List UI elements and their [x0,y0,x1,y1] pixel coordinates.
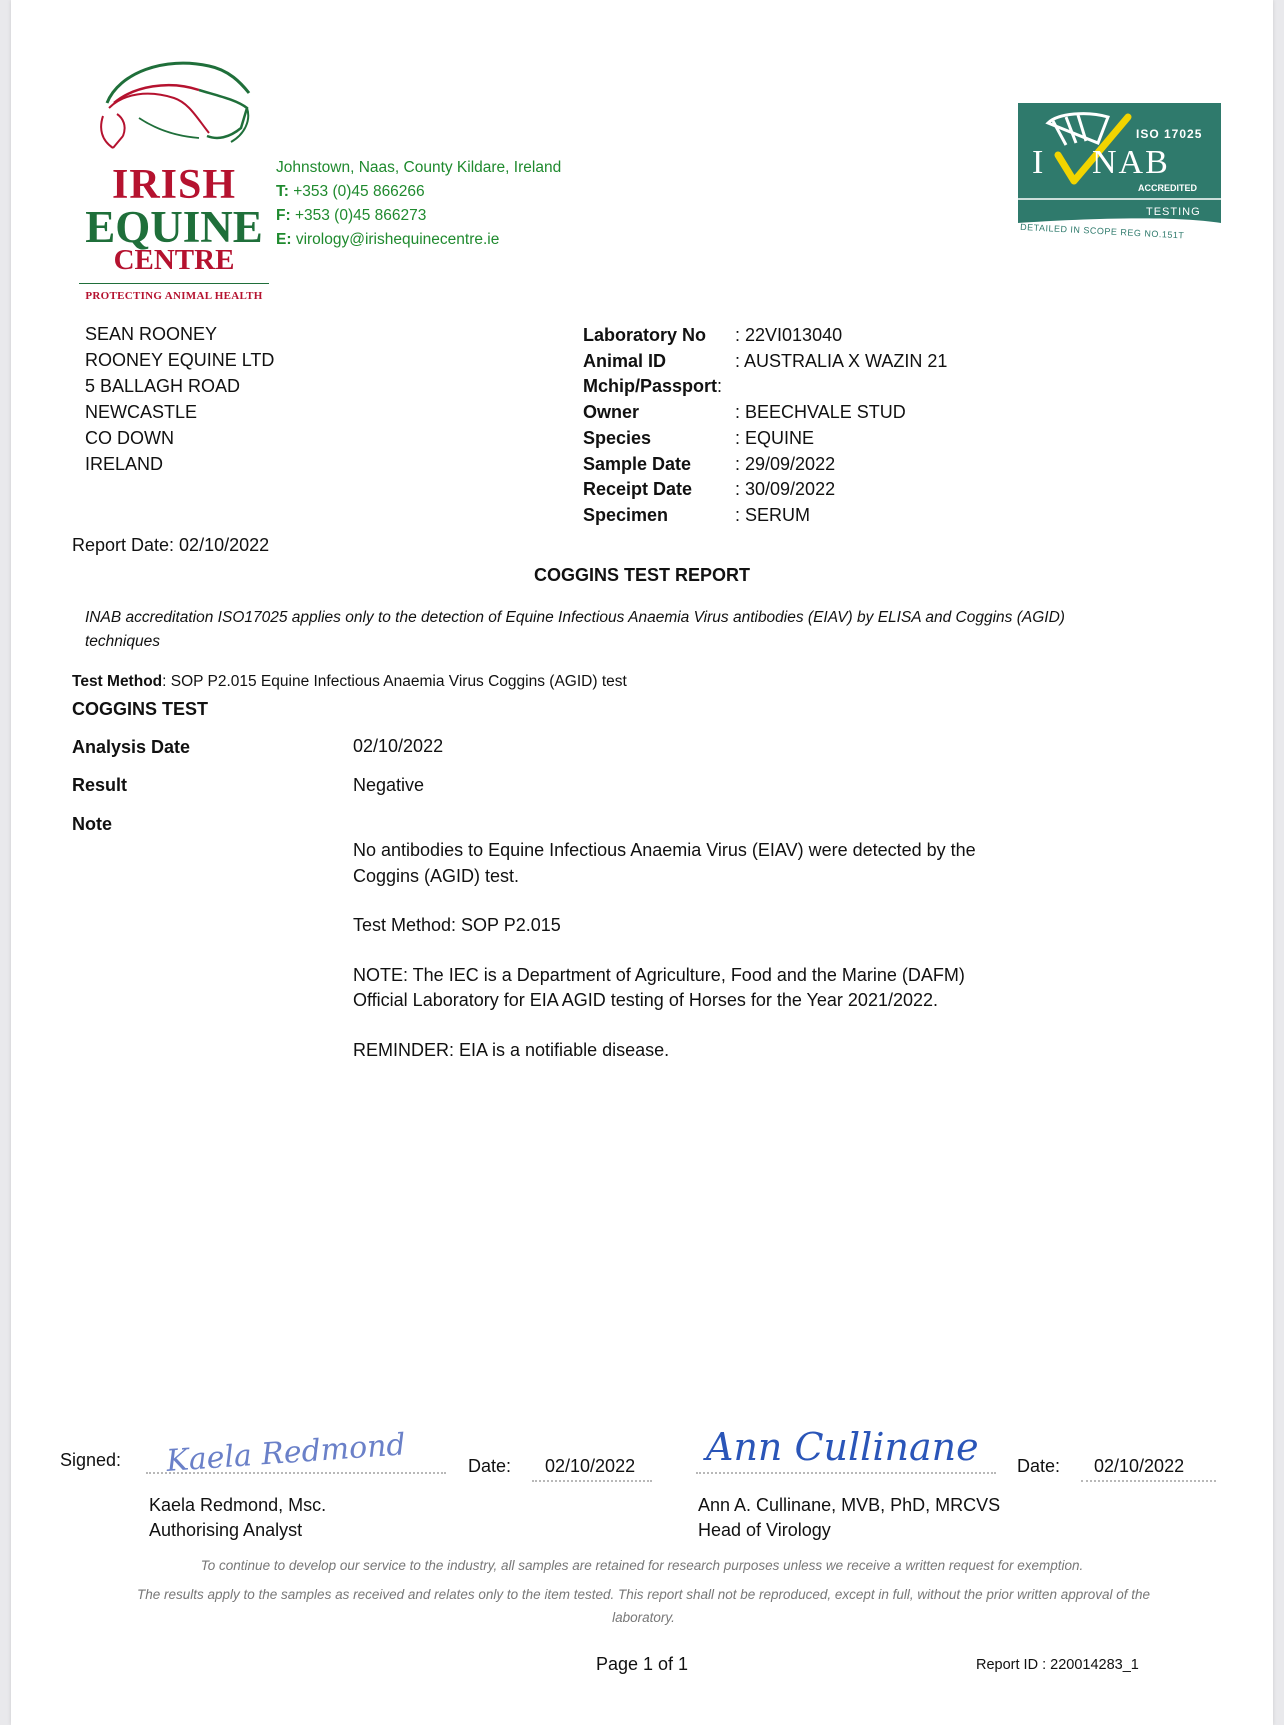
lab-phone: T: +353 (0)45 866266 [276,183,425,200]
head-name: Ann A. Cullinane, MVB, PhD, MRCVS [698,1495,1001,1515]
address-line: NEWCASTLE [85,402,198,422]
address-line: IRELAND [85,454,164,474]
report-title: COGGINS TEST REPORT [533,565,751,585]
irish-equine-centre-logo [79,58,279,304]
analysis-date-value: 02/10/2022 [353,736,444,756]
logo-word-irish: IRISH [111,162,237,208]
analyst-date: 02/10/2022 [545,1456,636,1476]
report-date: Report Date: 02/10/2022 [72,535,270,555]
note-paragraph: No antibodies to Equine Infectious Anaemia Virus (EIAV) were detected by the Coggins (AGID) test. [353,840,976,886]
address-line: 5 BALLAGH ROAD [85,376,241,396]
head-date-line [1081,1480,1216,1482]
report-id: Report ID : 220014283_1 [976,1657,1139,1673]
inab-standard-text: ISO 17025 [1136,127,1203,141]
info-row-mchip-passport: Mchip/Passport : [583,376,723,397]
head-signature [696,1408,996,1478]
address-line: CO DOWN [85,428,174,448]
svg-text:I: I [1032,144,1044,181]
report-page [11,0,1273,1725]
horse-logo-icon [79,58,269,168]
info-row-owner: Owner : BEECHVALE STUD [583,402,906,423]
inab-accreditation-badge [1018,103,1221,239]
lab-address: Johnstown, Naas, County Kildare, Ireland [276,159,562,176]
head-date-label: Date: [1017,1456,1061,1476]
lab-fax: F: +353 (0)45 866273 [276,207,427,224]
info-row-specimen: Specimen : SERUM [583,504,811,525]
retention-notice: To continue to develop our service to the industry, all samples are retained for research purposes unless we receive a written request for exemption. [200,1558,1084,1573]
inab-brand-text: NAB [1092,144,1170,181]
note-label: Note [72,814,112,834]
test-method: Test Method: SOP P2.015 Equine Infectious Anaemia Virus Coggins (AGID) test [72,673,627,690]
svg-text:Ann Cullinane: Ann Cullinane [706,1425,979,1469]
analyst-role: Authorising Analyst [149,1520,303,1540]
svg-text:Kaela Redmond: Kaela Redmond [165,1427,407,1480]
lab-contact [276,156,561,252]
logo-tagline: PROTECTING ANIMAL HEALTH [79,283,269,302]
signed-label: Signed: [60,1450,122,1470]
section-title: COGGINS TEST [72,699,209,719]
address-line: ROONEY EQUINE LTD [85,350,275,370]
notes [353,838,1013,1087]
head-role: Head of Virology [698,1520,831,1540]
info-row-species: Species : EQUINE [583,427,815,448]
analyst-date-label: Date: [468,1456,512,1476]
analyst-name: Kaela Redmond, Msc. [149,1495,327,1515]
accreditation-note: INAB accreditation ISO17025 applies only to the detection of Equine Infectious Anaemia Virus antibodies (EIAV) by ELISA and Coggins (AGID) techniques [85,609,1065,650]
disclaimer: The results apply to the samples as received and relates only to the item tested. This report shall not be reproduced, except in full, without the prior written approval of the laboratory. [136,1587,1151,1625]
page-number: Page 1 of 1 [595,1654,689,1674]
info-row-animal-id: Animal ID : AUSTRALIA X WAZIN 21 [583,350,948,371]
analyst-date-line [532,1480,652,1482]
info-row-sample-date: Sample Date : 29/09/2022 [583,453,836,474]
inab-accredited-text: ACCREDITED [1138,183,1198,193]
logo-word-centre: CENTRE [113,244,235,276]
head-date: 02/10/2022 [1094,1456,1185,1476]
head-signature-line [696,1472,996,1474]
info-row-receipt-date: Receipt Date : 30/09/2022 [583,479,836,500]
address-line: SEAN ROONEY [85,324,218,344]
analyst-signature [146,1410,446,1480]
note-paragraph: NOTE: The IEC is a Department of Agriculture, Food and the Marine (DAFM) Official Laboratory for EIA AGID testing of Horses for the Year 2021/2022. [353,964,965,1010]
result-value: Negative [353,775,425,795]
analysis-date-label: Analysis Date [72,737,191,757]
analyst-name-block [149,1493,326,1543]
lab-email[interactable]: E: virology@irishequinecentre.ie [276,231,500,248]
logo-word-equine: EQUINE [85,202,263,252]
recipient-address [85,321,274,477]
head-name-block [698,1493,1000,1543]
info-row-laboratory-no: Laboratory No : 22VI013040 [583,325,843,345]
inab-testing-text: TESTING [1146,206,1201,218]
result-label: Result [72,775,128,795]
note-paragraph: Test Method: SOP P2.015 [353,915,561,935]
sample-info-table [583,323,947,529]
note-paragraph: REMINDER: EIA is a notifiable disease. [353,1039,670,1060]
analyst-signature-line [146,1472,446,1474]
inab-scope-text: DETAILED IN SCOPE REG NO.151T [1019,221,1185,239]
